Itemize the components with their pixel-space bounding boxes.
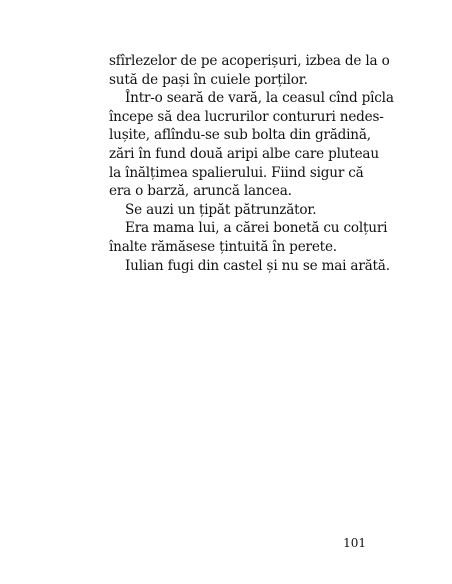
text-line: Într-o seară de vară, la ceasul cînd pîcla [125, 90, 394, 107]
text-line: începe să dea lucrurilor contururi nedes- [109, 108, 384, 125]
text-line: Era mama lui, a cărei bonetă cu colțuri [125, 220, 388, 237]
text-line: Iulian fugi din castel și nu se mai arătă. [125, 257, 390, 274]
text-line: Se auzi un țipăt pătrunzător. [125, 201, 317, 218]
page-number: 101 [343, 536, 366, 550]
text-line: era o barză, aruncă lancea. [109, 183, 292, 200]
text-line: zări în fund două aripi albe care pluteau [109, 145, 379, 162]
text-line: înalte rămăsese țintuită în perete. [109, 238, 337, 255]
text-line: lușite, aflîndu-se sub bolta din grădină, [109, 127, 371, 144]
body-text [109, 52, 394, 275]
text-line: sfîrlezelor de pe acoperișuri, izbea de la o [109, 53, 390, 69]
text-line: la înălțimea spalierului. Fiind sigur că [109, 164, 364, 181]
text-line: sută de pași în cuiele porților. [109, 71, 308, 88]
